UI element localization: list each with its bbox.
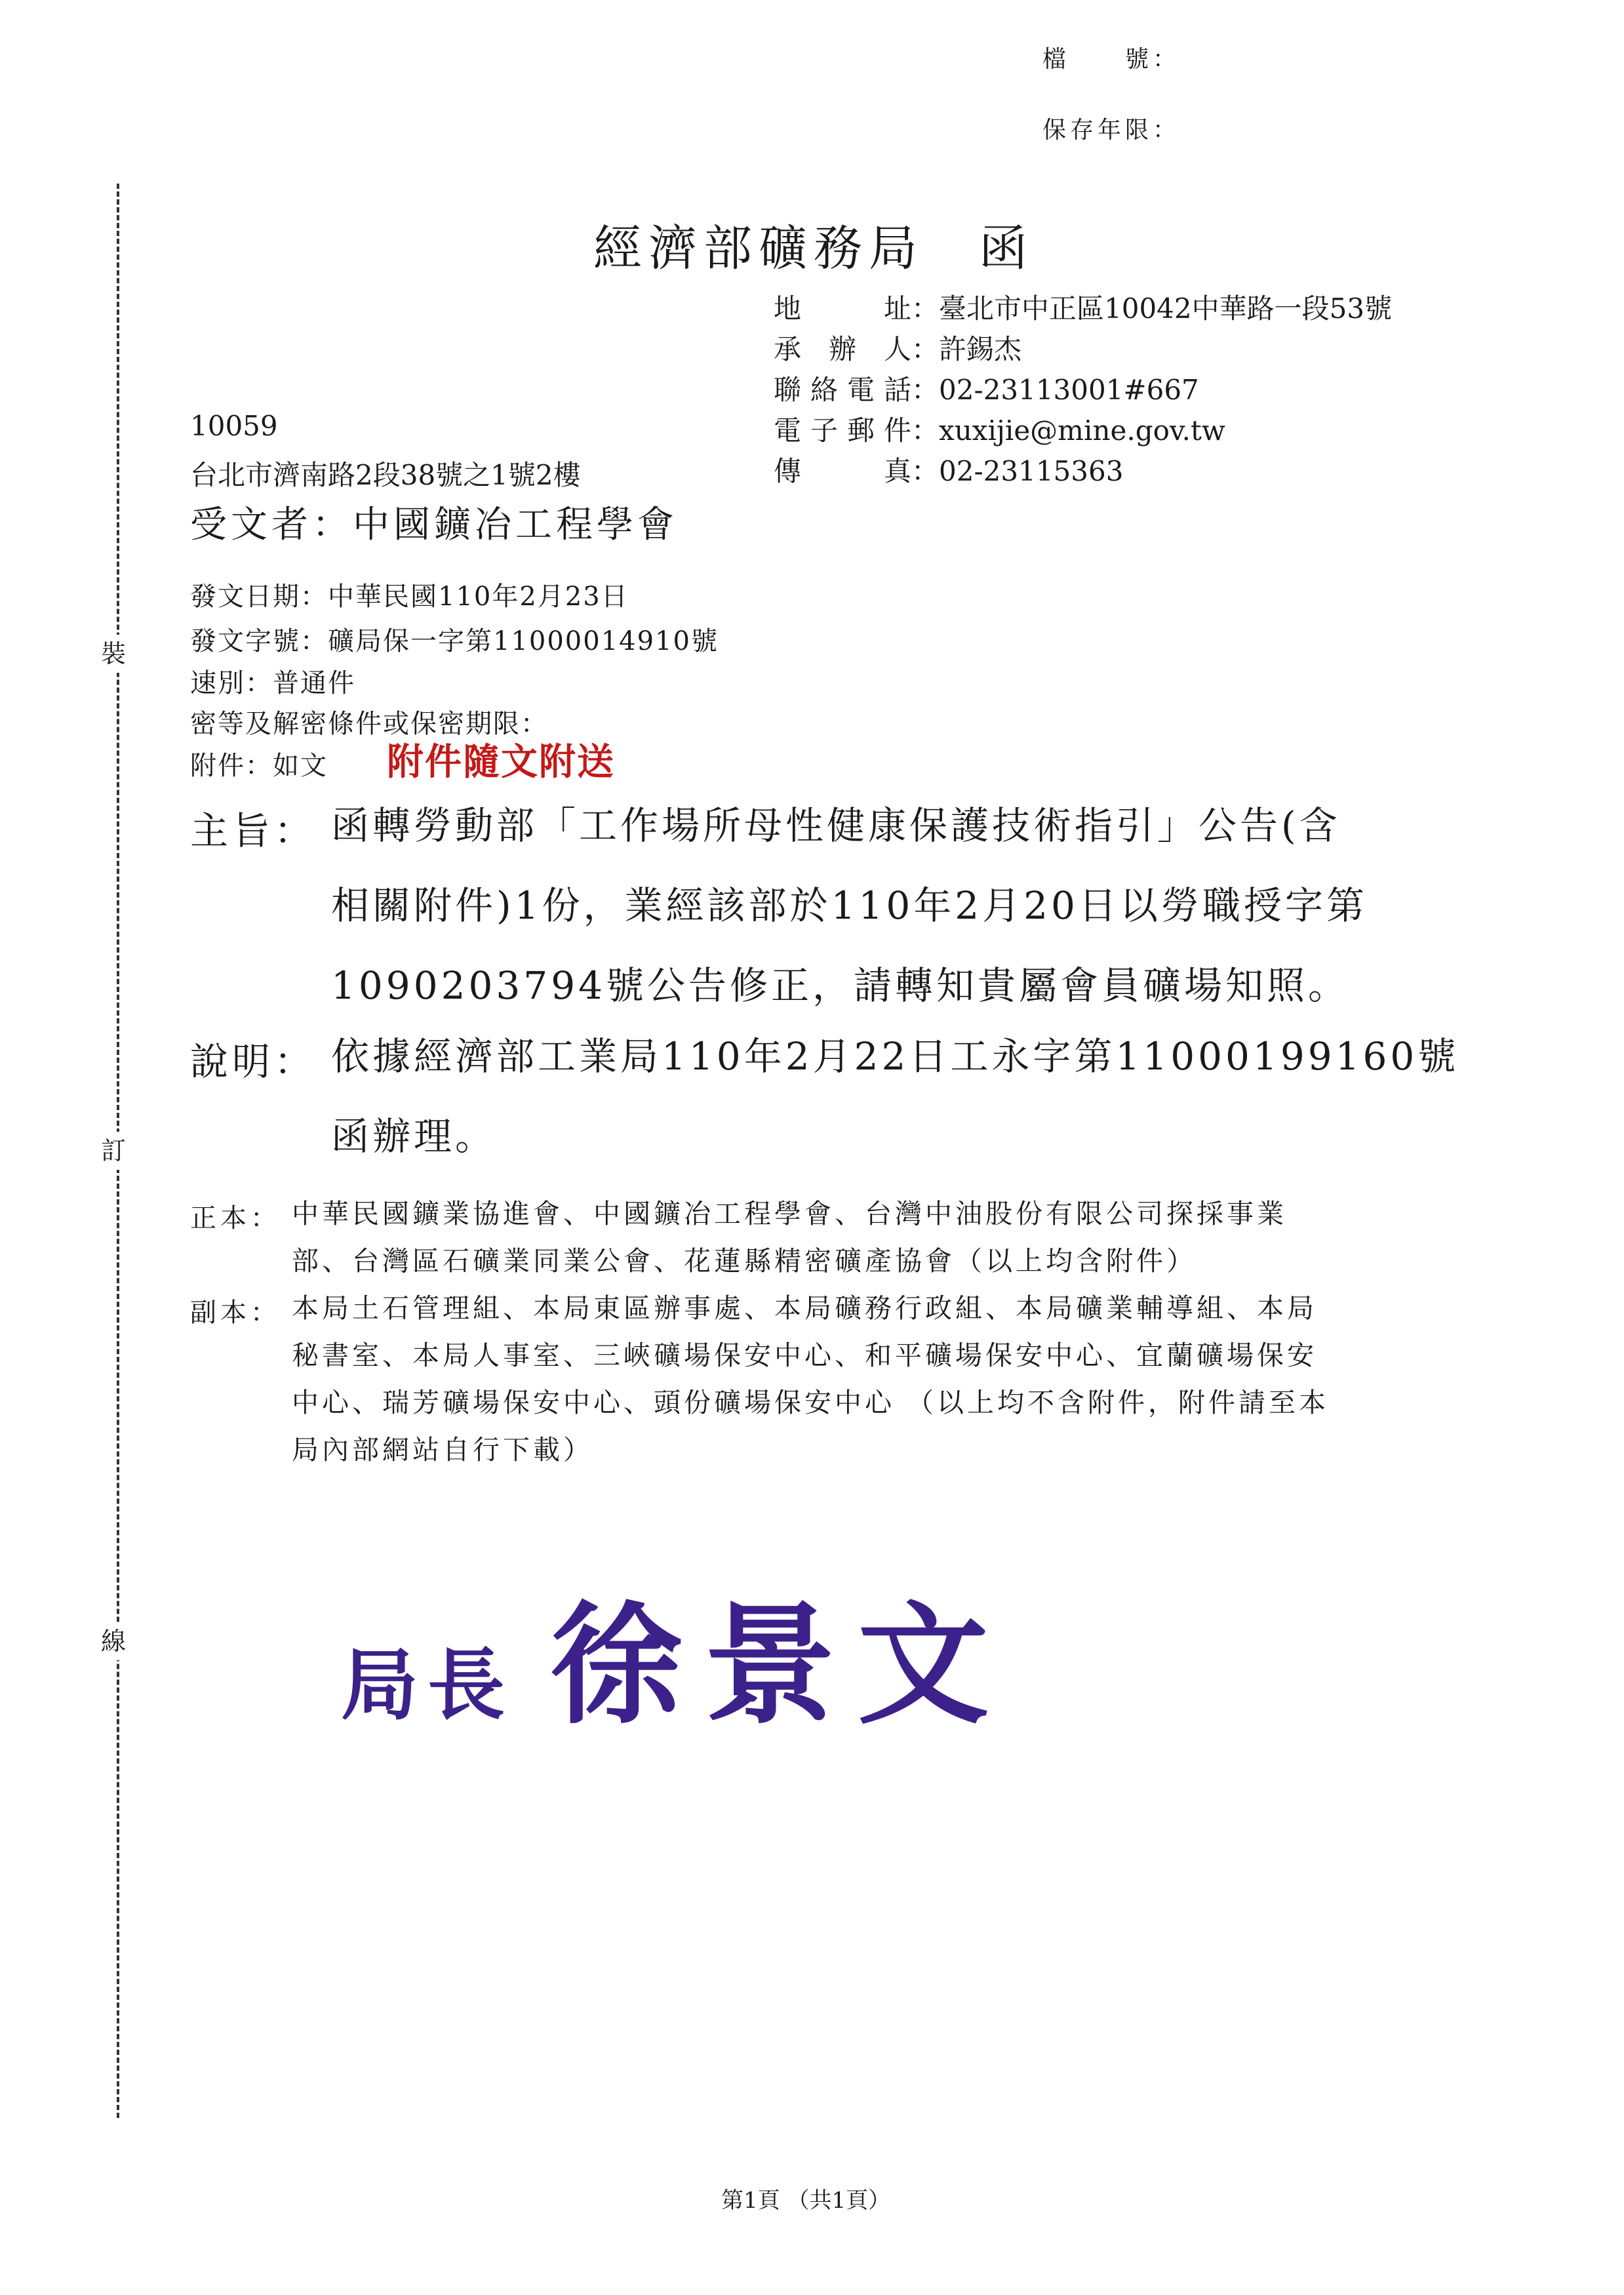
contact-email: xuxijie@mine.gov.tw xyxy=(939,414,1225,447)
subject-line: 1090203794號公告修正，請轉知貴屬會員礦場知照。 xyxy=(331,963,1350,1008)
contact-block xyxy=(774,289,1392,492)
copy-recipients-label: 副本： xyxy=(190,1298,281,1328)
contact-separator: ： xyxy=(911,455,940,487)
subject-line: 函轉勞動部「工作場所母性健康保護技術指引」公告(含 xyxy=(331,803,1341,848)
contact-address-label: 地 址 xyxy=(774,292,911,325)
contact-handler-label: 承 辦 人 xyxy=(774,333,911,365)
explanation-line: 函辦理。 xyxy=(331,1114,497,1159)
original-recipients xyxy=(292,1190,1287,1285)
issue-date: 發文日期：中華民國110年2月23日 xyxy=(190,582,629,612)
contact-email-label: 電子郵件 xyxy=(774,414,911,447)
signature-name: 徐景文 xyxy=(551,1588,1012,1742)
contact-separator: ： xyxy=(911,292,940,325)
contact-address: 臺北市中正區10042中華路一段53號 xyxy=(939,292,1393,325)
original-recipients-line: 中華民國鑛業協進會、中國鑛冶工程學會、台灣中油股份有限公司探採事業 xyxy=(292,1198,1287,1229)
copy-recipients-line: 中心、瑞芳礦場保安中心、頭份礦場保安中心 （以上均不含附件，附件請至本 xyxy=(292,1387,1330,1418)
subject-body xyxy=(331,786,1368,1026)
contact-fax: 02-23115363 xyxy=(939,455,1124,487)
recipient-address: 台北市濟南路2段38號之1號2樓 xyxy=(190,459,581,491)
page-number: 第1頁 （共1頁） xyxy=(721,2187,891,2214)
explanation-label: 說明： xyxy=(190,1039,317,1084)
contact-address-row xyxy=(774,289,1392,329)
original-recipients-label: 正本： xyxy=(190,1203,281,1233)
contact-phone-row xyxy=(774,370,1392,410)
contact-fax-row xyxy=(774,451,1392,492)
contact-separator: ： xyxy=(911,414,940,447)
subject-line: 相關附件)1份，業經該部於110年2月20日以勞職授字第 xyxy=(331,883,1368,928)
binding-char-xian: 線 xyxy=(101,1622,126,1660)
document-title: 經濟部礦務局 函 xyxy=(593,220,1034,277)
contact-separator: ： xyxy=(911,374,940,406)
signature-title: 局長 xyxy=(341,1639,515,1730)
explanation-line: 依據經濟部工業局110年2月22日工永字第11000199160號 xyxy=(331,1034,1459,1079)
copy-recipients xyxy=(292,1285,1329,1473)
binding-char-zhuang: 裝 xyxy=(101,635,126,673)
retention-period-label: 保存年限： xyxy=(1042,117,1181,144)
recipient-postal-code: 10059 xyxy=(190,410,278,442)
binding-char-ding: 訂 xyxy=(101,1132,126,1170)
security-level: 密等及解密條件或保密期限： xyxy=(190,709,548,739)
contact-email-row xyxy=(774,410,1392,451)
contact-separator: ： xyxy=(911,333,940,365)
copy-recipients-line: 秘書室、本局人事室、三峽礦場保安中心、和平礦場保安中心、宜蘭礦場保安 xyxy=(292,1340,1317,1371)
file-number-label: 檔 號： xyxy=(1042,46,1181,73)
attachment-red-stamp: 附件隨文附送 xyxy=(387,741,615,784)
contact-handler: 許錫杰 xyxy=(939,333,1022,365)
copy-recipients-line: 局內部網站自行下載） xyxy=(292,1434,593,1466)
contact-fax-label: 傳 真 xyxy=(774,455,911,487)
explanation-body xyxy=(331,1016,1459,1176)
recipient-label: 受文者：中國鑛冶工程學會 xyxy=(190,504,678,546)
contact-phone: 02-23113001#667 xyxy=(939,374,1199,406)
delivery-speed: 速別：普通件 xyxy=(190,668,355,698)
copy-recipients-line: 本局土石管理組、本局東區辦事處、本局礦務行政組、本局礦業輔導組、本局 xyxy=(292,1292,1317,1324)
original-recipients-line: 部、台灣區石礦業同業公會、花蓮縣精密礦產協會（以上均含附件） xyxy=(292,1245,1197,1277)
subject-label: 主旨： xyxy=(190,808,317,853)
contact-phone-label: 聯絡電話 xyxy=(774,374,911,406)
document-number: 發文字號：礦局保一字第11000014910號 xyxy=(190,626,719,656)
attachment-info: 附件：如文 xyxy=(190,751,328,781)
contact-handler-row xyxy=(774,329,1392,370)
